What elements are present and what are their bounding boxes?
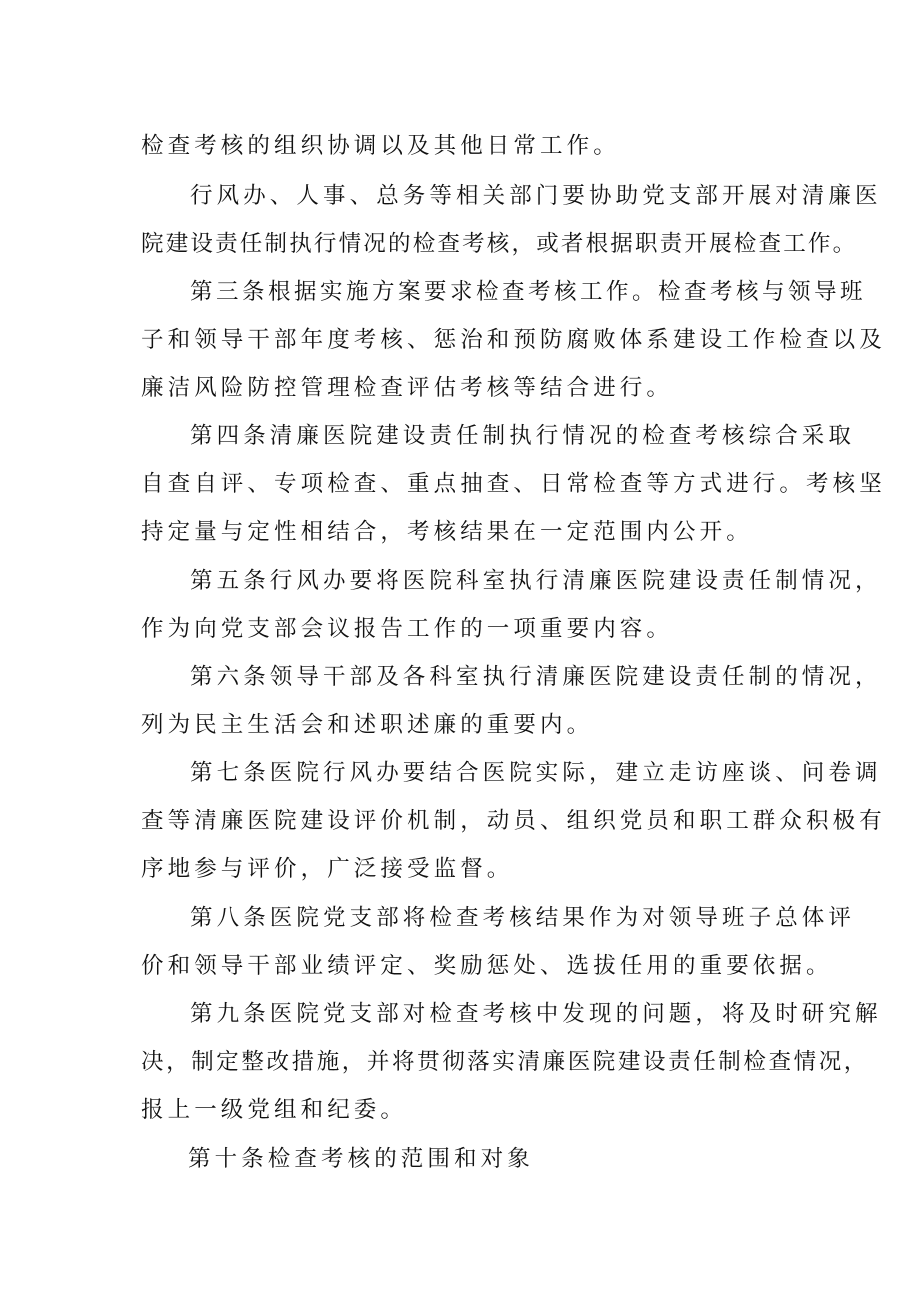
text-line: 第九条医院党支部对检查考核中发现的问题，将及时研究解 bbox=[190, 1001, 882, 1027]
text-line: 查等清廉医院建设评价机制，动员、组织党员和职工群众积极有 bbox=[141, 808, 886, 834]
text-line: 检查考核的组织协调以及其他日常工作。 bbox=[141, 133, 620, 159]
text-line: 廉洁风险防控管理检查评估考核等结合进行。 bbox=[141, 375, 674, 401]
text-line: 子和领导干部年度考核、惩治和预防腐败体系建设工作检查以及 bbox=[141, 327, 886, 353]
text-line: 自查自评、专项检查、重点抽查、日常检查等方式进行。考核坚 bbox=[141, 471, 886, 497]
text-line: 第六条领导干部及各科室执行清廉医院建设责任制的情况， bbox=[190, 664, 882, 690]
text-line: 持定量与定性相结合，考核结果在一定范围内公开。 bbox=[141, 519, 753, 545]
text-line: 第三条根据实施方案要求检查考核工作。检查考核与领导班 bbox=[190, 279, 867, 305]
text-line: 院建设责任制执行情况的检查考核，或者根据职责开展检查工作。 bbox=[141, 231, 858, 257]
text-line: 第八条医院党支部将检查考核结果作为对领导班子总体评 bbox=[190, 905, 856, 931]
text-line: 第十条检查考核的范围和对象 bbox=[188, 1146, 534, 1172]
text-line: 序地参与评价，广泛接受监督。 bbox=[141, 856, 514, 882]
text-line: 第七条医院行风办要结合医院实际，建立走访座谈、问卷调 bbox=[190, 760, 882, 786]
text-line: 报上一级党组和纪委。 bbox=[141, 1097, 408, 1123]
text-line: 价和领导干部业绩评定、奖励惩处、选拔任用的重要依据。 bbox=[141, 953, 833, 979]
text-line: 列为民主生活会和述职述廉的重要内。 bbox=[141, 712, 594, 738]
text-line: 作为向党支部会议报告工作的一项重要内容。 bbox=[141, 616, 674, 642]
text-line: 行风办、人事、总务等相关部门要协助党支部开展对清廉医 bbox=[190, 183, 882, 209]
text-line: 第五条行风办要将医院科室执行清廉医院建设责任制情况， bbox=[190, 568, 882, 594]
text-line: 第四条清廉医院建设责任制执行情况的检查考核综合采取 bbox=[190, 423, 856, 449]
text-line: 决，制定整改措施，并将贯彻落实清廉医院建设责任制检查情况， bbox=[141, 1049, 869, 1075]
